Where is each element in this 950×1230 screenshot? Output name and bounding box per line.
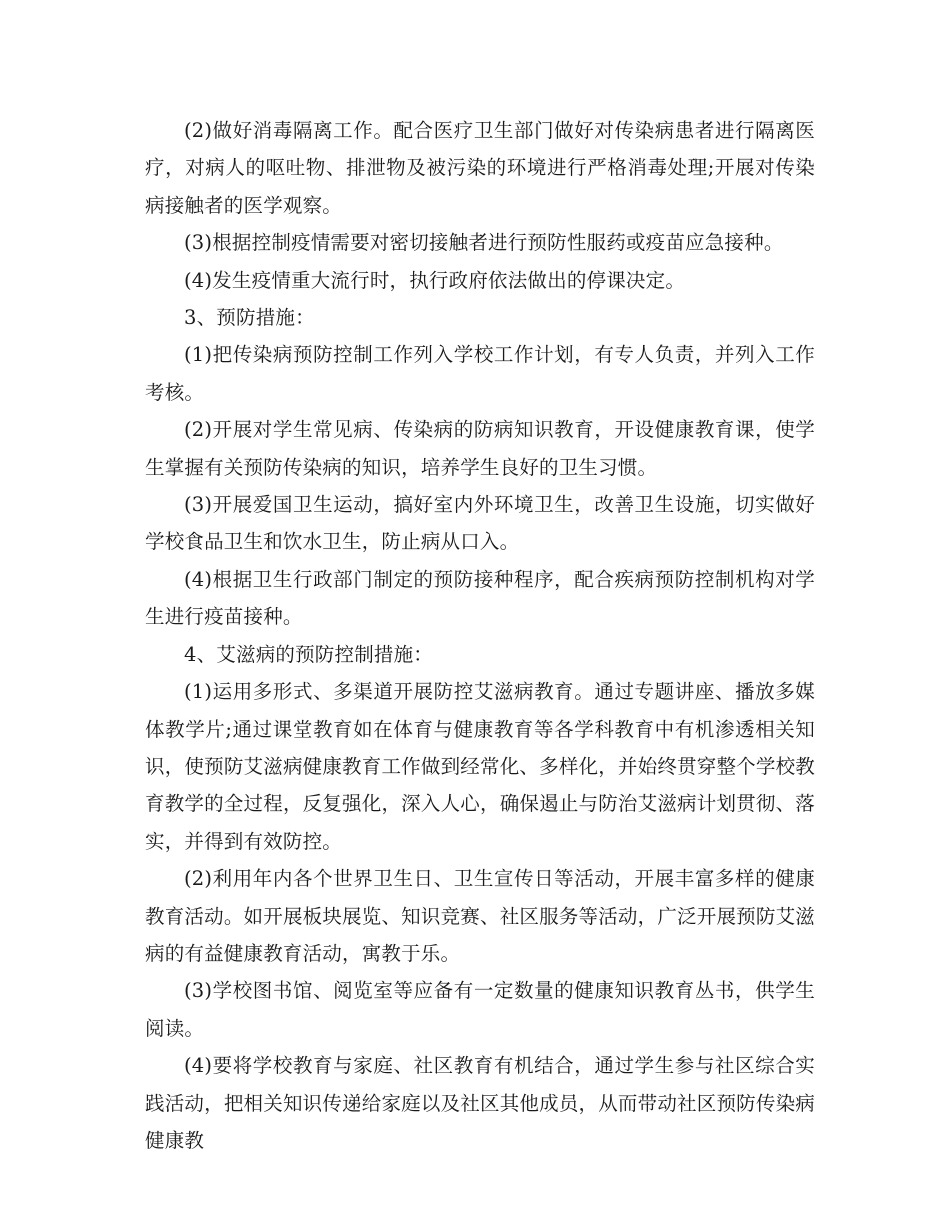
paragraph: (1)把传染病预防控制工作列入学校工作计划，有专人负责，并列入工作考核。 xyxy=(145,343,815,404)
paragraph: (3)根据控制疫情需要对密切接触者进行预防性服药或疫苗应急接种。 xyxy=(184,231,784,255)
section-heading: 3、预防措施： xyxy=(184,306,315,330)
paragraph: (4)根据卫生行政部门制定的预防接种程序，配合疾病预防控制机构对学生进行疫苗接种。 xyxy=(145,567,815,629)
paragraph: (4)要将学校教育与家庭、社区教育有机结合，通过学生参与社区综合实践活动，把相关知识传递给家庭以及社区其他成员，从而带动社区预防传染病健康教 xyxy=(145,1054,815,1152)
paragraph: (1)运用多形式、多渠道开展防控艾滋病教育。通过专题讲座、播放多媒体教学片;通过课堂教育如在体育与健康教育等各学科教育中有机渗透相关知识，使预防艾滋病健康教育工作做到经常化、多样化，并始终贯穿整个学校教育教学的全过程，反复强化，深入人心，确保遏止与防治艾滋病计划贯彻、落实，并得到有效防控。 xyxy=(145,680,815,853)
section-heading: 4、艾滋病的预防控制措施： xyxy=(184,642,434,666)
paragraph: (3)开展爱国卫生运动，搞好室内外环境卫生，改善卫生设施，切实做好学校食品卫生和饮水卫生，防止病从口入。 xyxy=(145,493,815,554)
paragraph: (2)开展对学生常见病、传染病的防病知识教育，开设健康教育课，使学生掌握有关预防传染病的知识，培养学生良好的卫生习惯。 xyxy=(145,418,815,479)
paragraph: (2)利用年内各个世界卫生日、卫生宣传日等活动，开展丰富多样的健康教育活动。如开展板块展览、知识竞赛、社区服务等活动，广泛开展预防艾滋病的有益健康教育活动，寓教于乐。 xyxy=(145,867,815,965)
paragraph: (4)发生疫情重大流行时，执行政府依法做出的停课决定。 xyxy=(184,268,686,292)
paragraph: (3)学校图书馆、阅览室等应备有一定数量的健康知识教育丛书，供学生阅读。 xyxy=(145,979,815,1040)
paragraph: (2)做好消毒隔离工作。配合医疗卫生部门做好对传染病患者进行隔离医疗，对病人的呕吐物、排泄物及被污染的环境进行严格消毒处理;开展对传染病接触者的医学观察。 xyxy=(145,119,815,217)
document-body xyxy=(145,112,815,1159)
